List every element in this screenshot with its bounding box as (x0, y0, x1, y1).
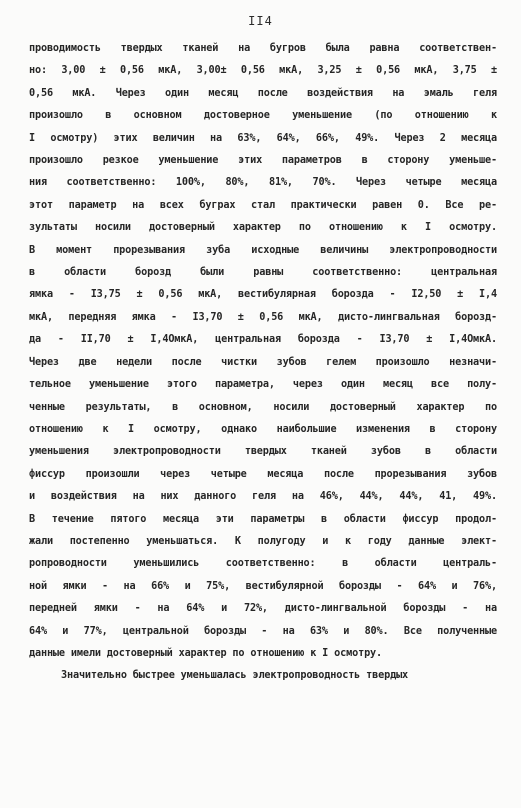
text-line: жали постепенно уменьшаться. К полугоду и к году данные элект- (29, 535, 497, 547)
text-line: проводимость твердых тканей на бугров была равна соответствен- (29, 43, 497, 54)
body-text (29, 38, 497, 688)
text-line: ямка - I3,75 ± 0,56 мкА, вестибулярная борозда - I2,50 ± I,4 (29, 289, 497, 301)
text-line: уменьшения электропроводности твердых тканей зубов в области (29, 446, 497, 458)
text-line: Через две недели после чистки зубов гелем произошло незначи- (29, 356, 497, 368)
text-line: Значительно быстрее уменьшалась электропроводность твердых (61, 670, 409, 682)
text-line: этот параметр на всех буграх стал практически равен 0. Все ре- (29, 199, 497, 211)
text-line: в области борозд были равны соответственно: центральная (29, 267, 497, 279)
text-line: мкА, передняя ямка - I3,70 ± 0,56 мкА, дисто-лингвальная борозд- (29, 311, 497, 323)
text-line: ной ямки - на 66% и 75%, вестибулярной борозды - 64% и 76%, (29, 580, 497, 592)
text-line: зультаты носили достоверный характер по отношению к I осмотру. (29, 222, 497, 234)
text-line: фиссур произошли через четыре месяца после прорезывания зубов (29, 468, 497, 480)
text-line: В момент прорезывания зуба исходные величины электропроводности (29, 244, 497, 256)
text-line: и воздействия на них данного геля на 46%, 44%, 44%, 41, 49%. (29, 491, 497, 503)
text-line: 0,56 мкА. Через один месяц после воздействия на эмаль геля (29, 87, 497, 99)
text-line: передней ямки - на 64% и 72%, дисто-лингвальной борозды - на (29, 603, 497, 615)
text-line: I осмотру) этих величин на 63%, 64%, 66%, 49%. Через 2 месяца (29, 132, 497, 144)
text-line: данные имели достоверный характер по отношению к I осмотру. (29, 647, 383, 659)
text-line: да - II,70 ± I,4ОмкА, центральная борозда - I3,70 ± I,4ОмкА. (29, 334, 497, 346)
text-line: произошло в основном достоверное уменьшение (по отношению к (29, 110, 497, 122)
text-line: ченные результаты, в основном, носили достоверный характер по (29, 401, 497, 413)
text-line: 64% и 77%, центральной борозды - на 63% и 80%. Все полученные (29, 625, 497, 637)
text-line: В течение пятого месяца эти параметры в области фиссур продол- (29, 513, 497, 525)
text-line: но: 3,00 ± 0,56 мкА, 3,00± 0,56 мкА, 3,25 ± 0,56 мкА, 3,75 ± (29, 65, 497, 77)
text-line: отношению к I осмотру, однако наибольшие изменения в сторону (29, 423, 497, 435)
page-number: II4 (248, 14, 273, 28)
text-line: ния соответственно: 100%, 80%, 81%, 70%. Через четыре месяца (29, 177, 497, 189)
text-line: тельное уменьшение этого параметра, через один месяц все полу- (29, 379, 497, 391)
text-line: произошло резкое уменьшение этих параметров в сторону уменьше- (29, 155, 497, 167)
text-line: ропроводности уменьшились соответственно: в области централь- (29, 558, 497, 570)
